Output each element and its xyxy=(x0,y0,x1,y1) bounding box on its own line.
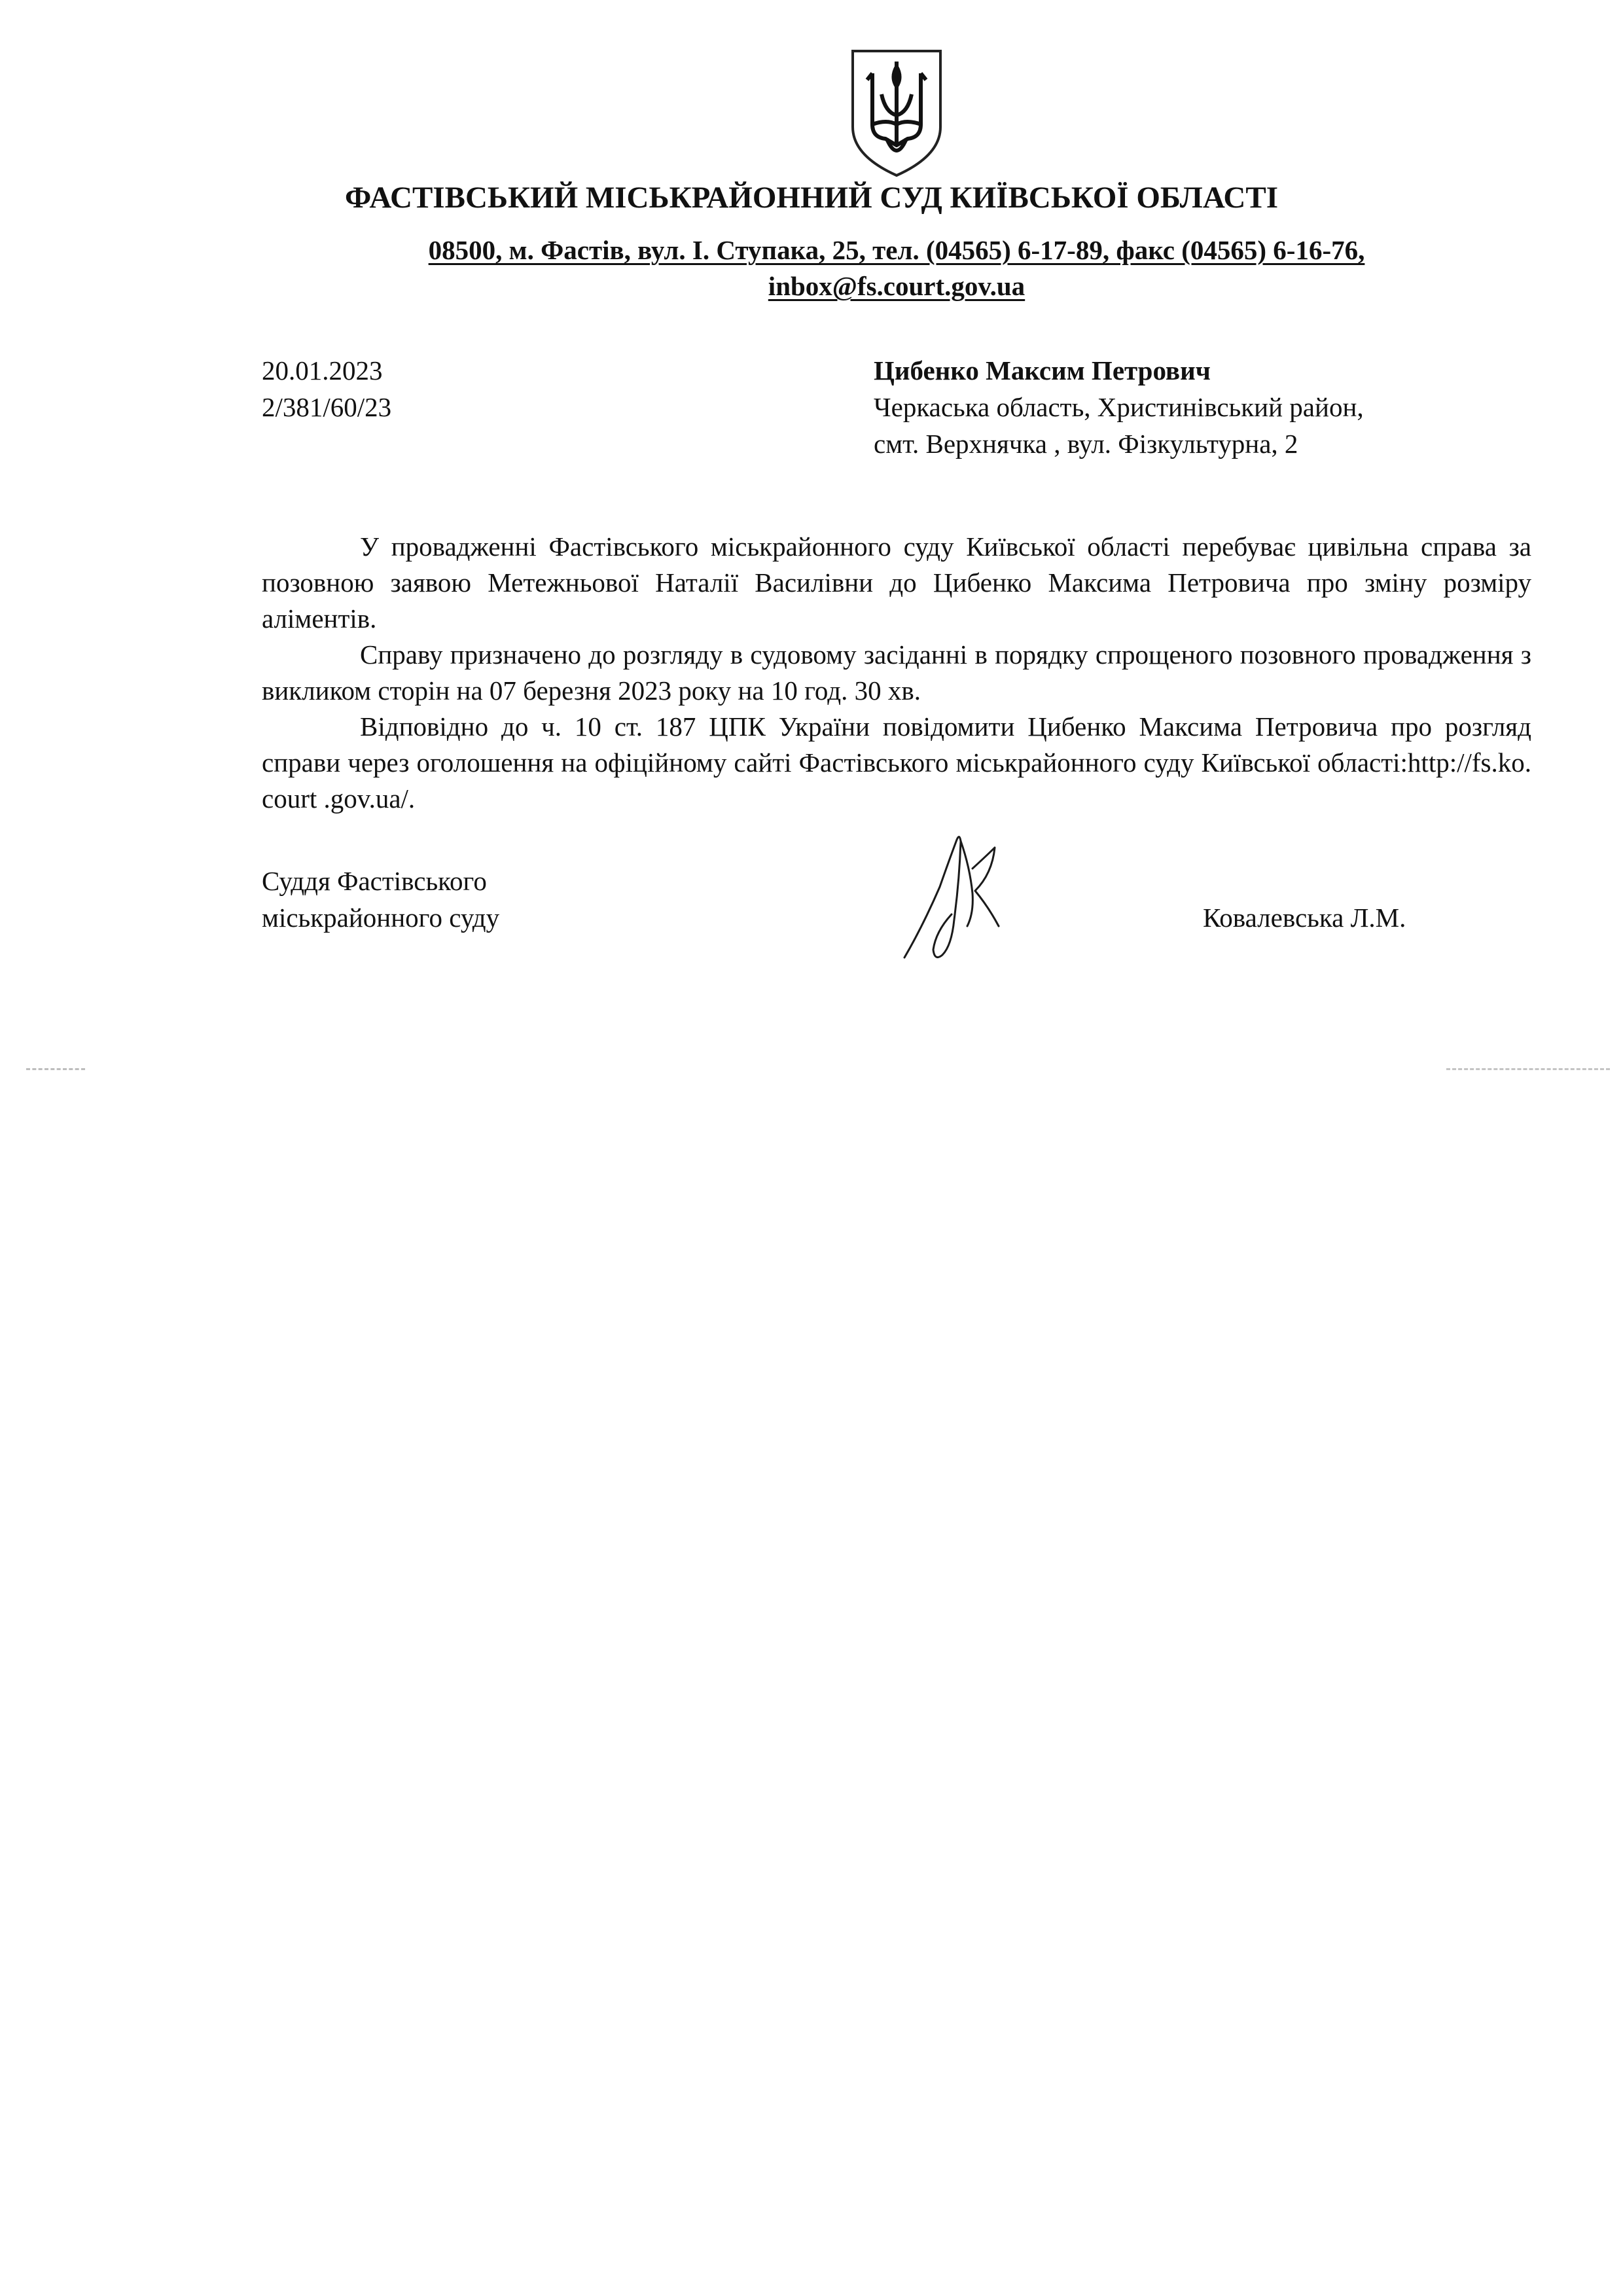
body-paragraph: Справу призначено до розгляду в судовому засіданні в порядку спрощеного позовного провадження з викликом сторін на 07 березня 2023 року на 10 год. 30 хв. xyxy=(262,639,1531,706)
recipient-address-line: Черкаська область, Христинівський район, xyxy=(874,392,1364,422)
document-meta xyxy=(262,352,391,425)
judge-title xyxy=(262,863,499,936)
judge-title-line: Суддя Фастівського xyxy=(262,866,487,896)
judge-name: Ковалевська Л.М. xyxy=(1203,903,1406,933)
court-address xyxy=(366,232,1427,304)
trident-emblem-icon xyxy=(847,47,946,178)
letter-body xyxy=(262,529,1531,817)
handwritten-signature xyxy=(897,828,1008,969)
scan-artifact xyxy=(1446,1068,1610,1073)
recipient-block xyxy=(874,352,1364,462)
recipient-name: Цибенко Максим Петрович xyxy=(874,355,1211,386)
body-paragraph: У провадженні Фастівського міськрайонного суду Київської області перебуває цивільна справа за позовною заявою Метежньової Наталії Василівни до Цибенко Максима Петровича про зміну розміру аліментів. xyxy=(262,531,1531,634)
scan-artifact xyxy=(26,1068,85,1073)
recipient-address-line: смт. Верхнячка , вул. Фізкультурна, 2 xyxy=(874,429,1298,459)
court-address-line: 08500, м. Фастів, вул. І. Ступака, 25, тел. (04565) 6-17-89, факс (04565) 6-16-76, xyxy=(428,235,1365,265)
document-date: 20.01.2023 xyxy=(262,355,383,386)
body-paragraph: Відповідно до ч. 10 ст. 187 ЦПК України повідомити Цибенко Максима Петровича про розгляд справи через оголошення на офіційному сайті Фастівського міськрайонного суду Київської області:http://fs.ko. court .gov.ua/. xyxy=(262,711,1531,814)
reference-number: 2/381/60/23 xyxy=(262,392,392,422)
judge-title-line: міськрайонного суду xyxy=(262,903,500,933)
court-email: inbox@fs.court.gov.ua xyxy=(768,271,1026,301)
court-name: ФАСТІВСЬКИЙ МІСЬКРАЙОННИЙ СУД КИЇВСЬКОЇ ОБЛАСТІ xyxy=(345,181,1278,215)
